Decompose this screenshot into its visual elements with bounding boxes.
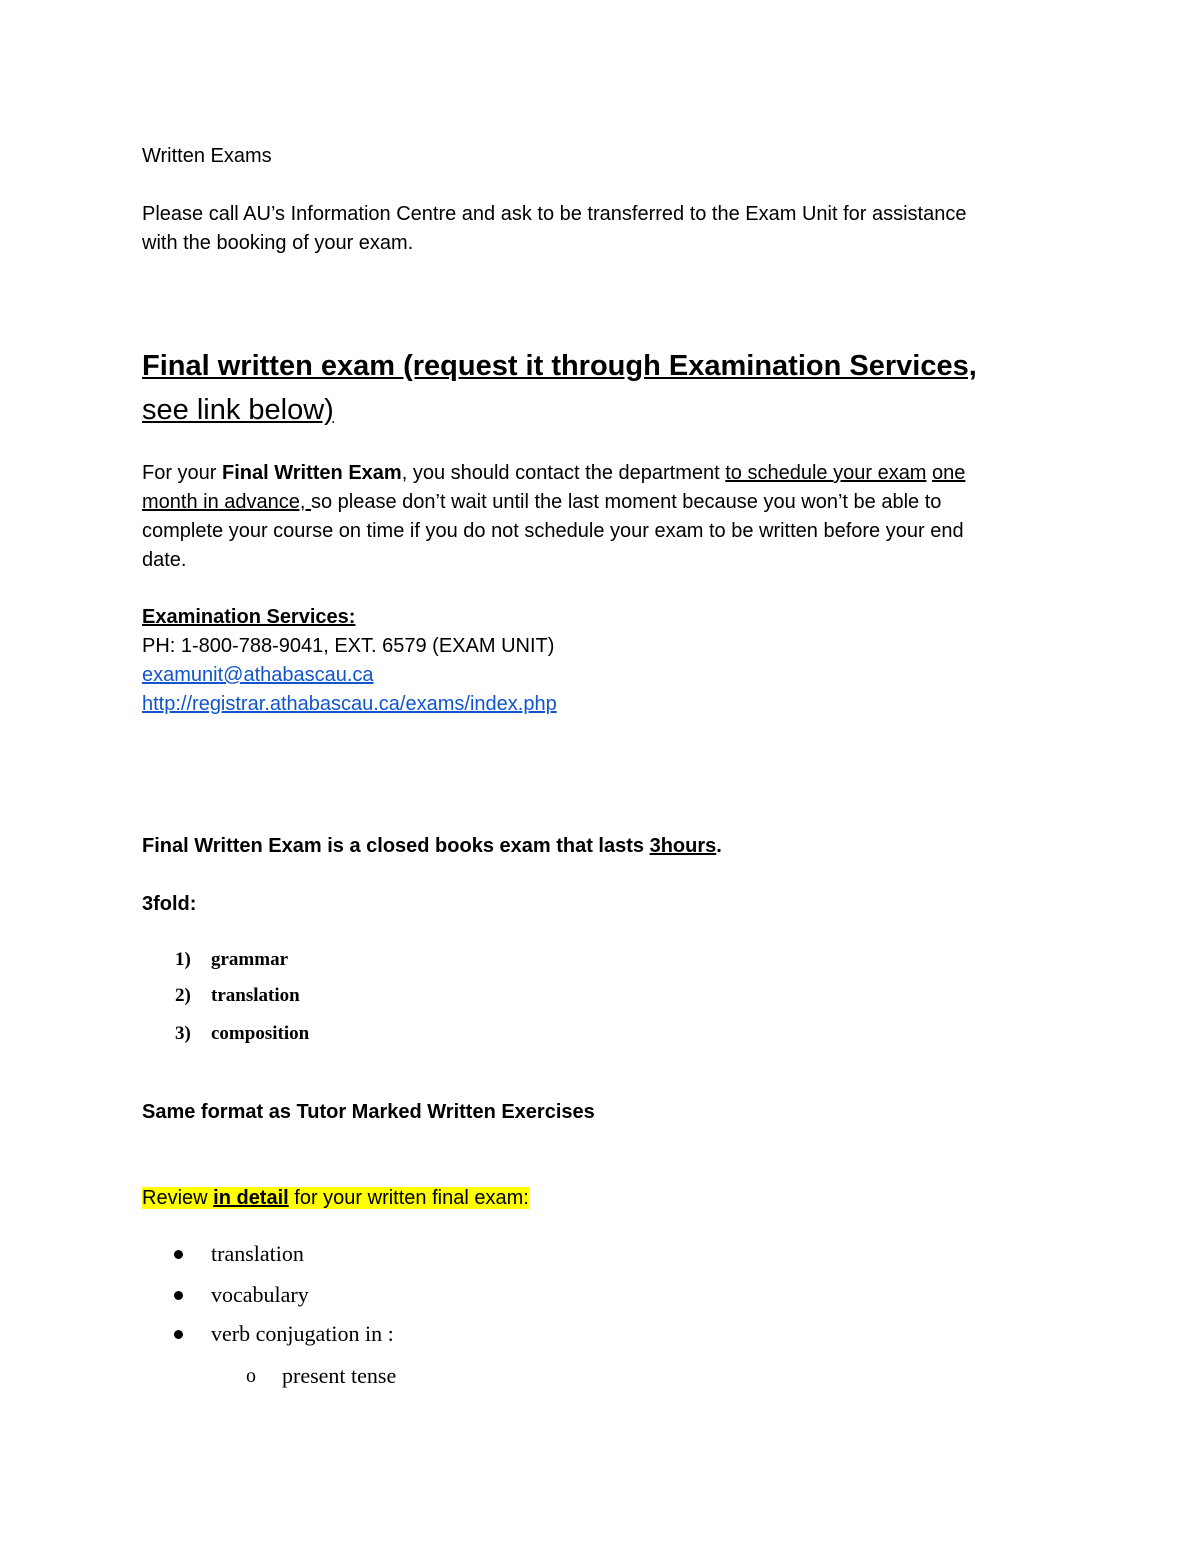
review-item: verb conjugation in : (211, 1321, 394, 1346)
format-note: Same format as Tutor Marked Written Exercises (142, 1101, 595, 1123)
exam-services-label: Examination Services: (142, 606, 356, 628)
fold-item-number: 2) (175, 985, 191, 1006)
exam-info: Final Written Exam is a closed books exam that lasts 3hours. (142, 835, 722, 857)
schedule-paragraph-line-1: For your Final Written Exam, you should contact the department to schedule your exam one (142, 462, 966, 484)
fold-item-text: grammar (211, 949, 289, 970)
review-highlight: Review in detail for your written final exam: (142, 1187, 529, 1209)
bullet-icon (174, 1330, 183, 1339)
schedule-paragraph-line-3: complete your course on time if you do not schedule your exam to be written before your end (142, 520, 964, 542)
fold-item-text: composition (211, 1023, 310, 1044)
intro-line-1: Please call AU’s Information Centre and ask to be transferred to the Exam Unit for assistance (142, 203, 967, 225)
review-item: translation (211, 1241, 304, 1266)
exam-services-url-link[interactable]: http://registrar.athabascau.ca/exams/index.php (142, 693, 557, 715)
fold-label: 3fold: (142, 893, 197, 915)
main-heading-line-1: Final written exam (request it through Examination Services, (142, 350, 977, 382)
bullet-icon (174, 1250, 183, 1259)
exam-services-email-link[interactable]: examunit@athabascau.ca (142, 664, 374, 686)
review-sub-item: present tense (282, 1363, 397, 1388)
bullet-icon (174, 1291, 183, 1300)
review-item: vocabulary (211, 1282, 309, 1307)
schedule-paragraph-line-2: month in advance, so please don’t wait until the last moment because you won’t be able to (142, 491, 942, 513)
schedule-paragraph-line-4: date. (142, 549, 187, 571)
sub-bullet-icon: o (246, 1365, 256, 1387)
exam-services-phone: PH: 1-800-788-9041, EXT. 6579 (EXAM UNIT) (142, 635, 555, 657)
section-title: Written Exams (142, 145, 272, 167)
fold-item-number: 1) (175, 949, 191, 970)
main-heading-line-2: see link below) (142, 394, 334, 426)
fold-item-text: translation (211, 985, 300, 1006)
fold-item-number: 3) (175, 1023, 191, 1044)
intro-line-2: with the booking of your exam. (142, 232, 414, 254)
review-heading (142, 1184, 529, 1212)
